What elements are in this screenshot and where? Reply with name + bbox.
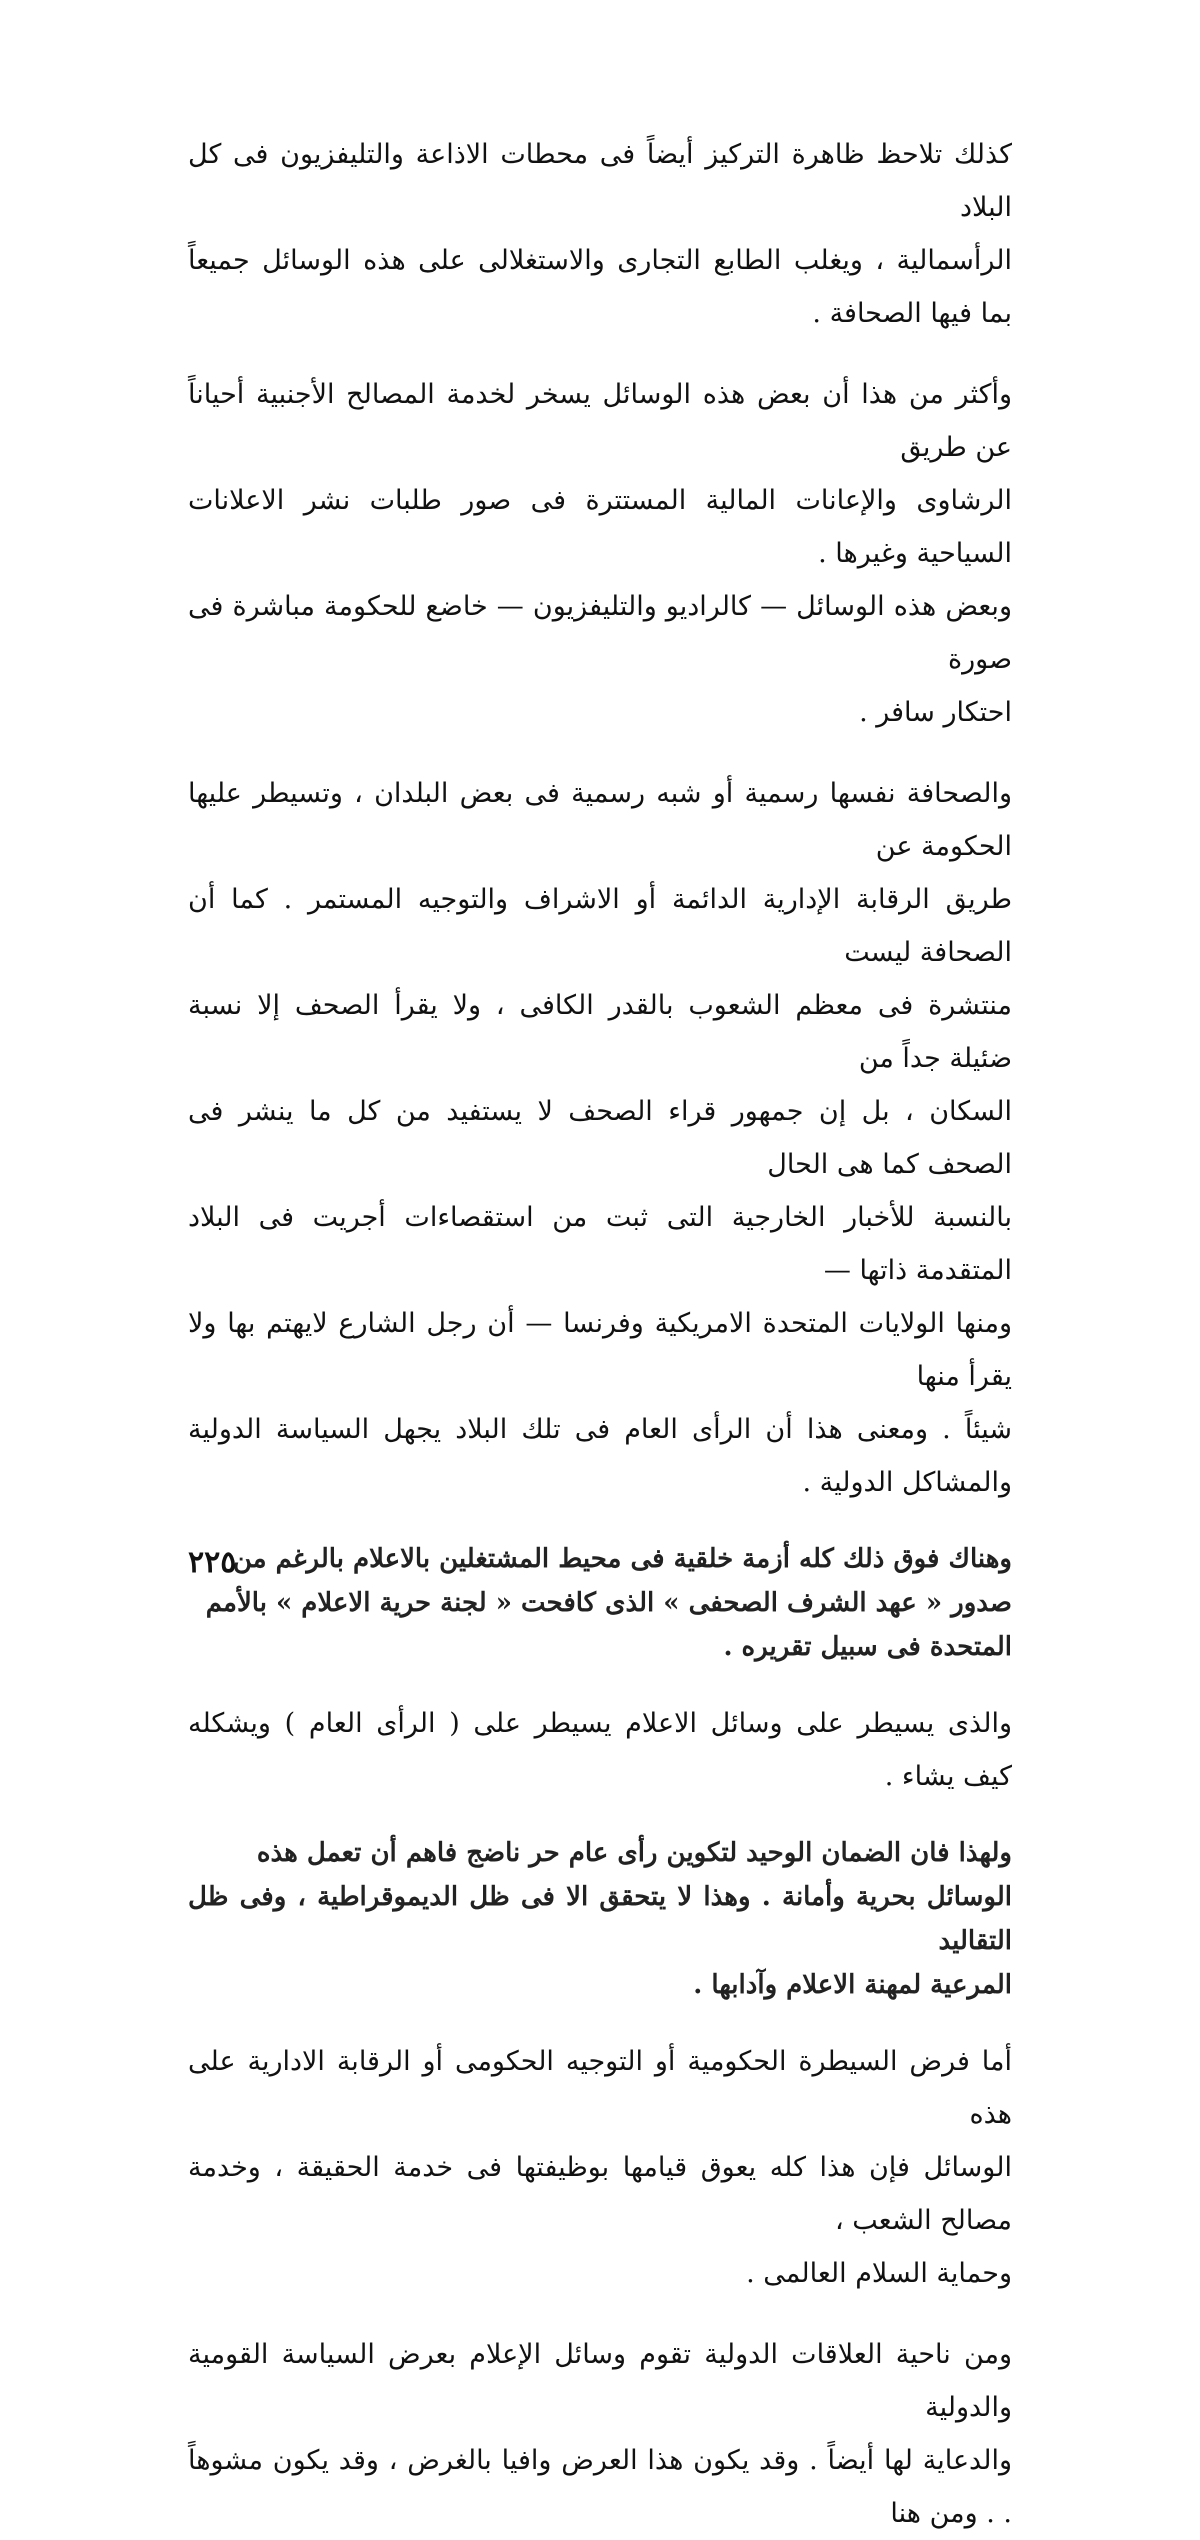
text-line: ومن ناحية العلاقات الدولية تقوم وسائل الإعلام بعرض السياسة القومية والدولية [188,2339,1012,2423]
text-line: وهناك فوق ذلك كله أزمة خلقية فى محيط المشتغلين بالاعلام بالرغم من [232,1544,1012,1574]
text-line: الرأسمالية ، ويغلب الطابع التجارى والاستغلالى على هذه الوسائل جميعاً بما فيها الصحافة . [188,245,1012,329]
text-line: منتشرة فى معظم الشعوب بالقدر الكافى ، ولا يقرأ الصحف إلا نسبة ضئيلة جداً من [188,990,1012,1074]
text-line: صدور « عهد الشرف الصحفى » الذى كافحت « لجنة حرية الاعلام » بالأمم [205,1588,1012,1618]
paragraph-4 [188,1537,1012,1669]
text-line: طريق الرقابة الإدارية الدائمة أو الاشراف والتوجيه المستمر . كما أن الصحافة ليست [188,884,1012,968]
text-line: وبعض هذه الوسائل — كالراديو والتليفزيون — خاضع للحكومة مباشرة فى صورة [188,591,1012,675]
text-line: المرعية لمهنة الاعلام وآدابها . [693,1970,1012,2000]
text-line: كذلك تلاحظ ظاهرة التركيز أيضاً فى محطات الاذاعة والتليفزيون فى كل البلاد [188,139,1012,223]
text-line: الوسائل فإن هذا كله يعوق قيامها بوظيفتها فى خدمة الحقيقة ، وخدمة مصالح الشعب ، [188,2152,1012,2236]
paragraph-3 [188,767,1012,1509]
text-line: الوسائل بحرية وأمانة . وهذا لا يتحقق الا فى ظل الديموقراطية ، وفى ظل التقاليد [188,1882,1012,1956]
text-line: بالنسبة للأخبار الخارجية التى ثبت من استقصاءات أجريت فى البلاد المتقدمة ذاتها — [188,1202,1012,1286]
text-line: ولهذا فان الضمان الوحيد لتكوين رأى عام حر ناضج فاهم أن تعمل هذه [256,1838,1012,1868]
text-line: احتكار سافر . [859,697,1012,728]
paragraph-5 [188,1697,1012,1803]
paragraph-8 [188,2328,1012,2540]
page-number: ٢٢٥ [188,1545,237,1580]
text-line: الرشاوى والإعانات المالية المستترة فى صور طلبات نشر الاعلانات السياحية وغيرها . [188,485,1012,569]
text-line: والصحافة نفسها رسمية أو شبه رسمية فى بعض البلدان ، وتسيطر عليها الحكومة عن [188,778,1012,862]
text-line: وأكثر من هذا أن بعض هذه الوسائل يسخر لخدمة المصالح الأجنبية أحياناً عن طريق [188,379,1012,463]
text-line: والذى يسيطر على وسائل الاعلام يسيطر على ( الرأى العام ) ويشكله كيف يشاء . [188,1708,1012,1792]
paragraph-7 [188,2035,1012,2300]
text-line: ومنها الولايات المتحدة الامريكية وفرنسا — أن رجل الشارع لايهتم بها ولا يقرأ منها [188,1308,1012,1392]
text-line: شيئاً . ومعنى هذا أن الرأى العام فى تلك البلاد يجهل السياسة الدولية والمشاكل الدولية . [188,1414,1012,1498]
text-line: المتحدة فى سبيل تقريره . [723,1632,1012,1662]
text-line: أما فرض السيطرة الحكومية أو التوجيه الحكومى أو الرقابة الادارية على هذه [188,2046,1012,2130]
text-line: وحماية السلام العالمى . [746,2258,1012,2289]
paragraph-1 [188,128,1012,340]
text-line: السكان ، بل إن جمهور قراء الصحف لا يستفيد من كل ما ينشر فى الصحف كما هى الحال [188,1096,1012,1180]
text-line: والدعاية لها أيضاً . وقد يكون هذا العرض وافيا بالغرض ، وقد يكون مشوهاً . . ومن هنا [188,2445,1012,2529]
paragraph-6 [188,1831,1012,2007]
paragraph-2 [188,368,1012,739]
